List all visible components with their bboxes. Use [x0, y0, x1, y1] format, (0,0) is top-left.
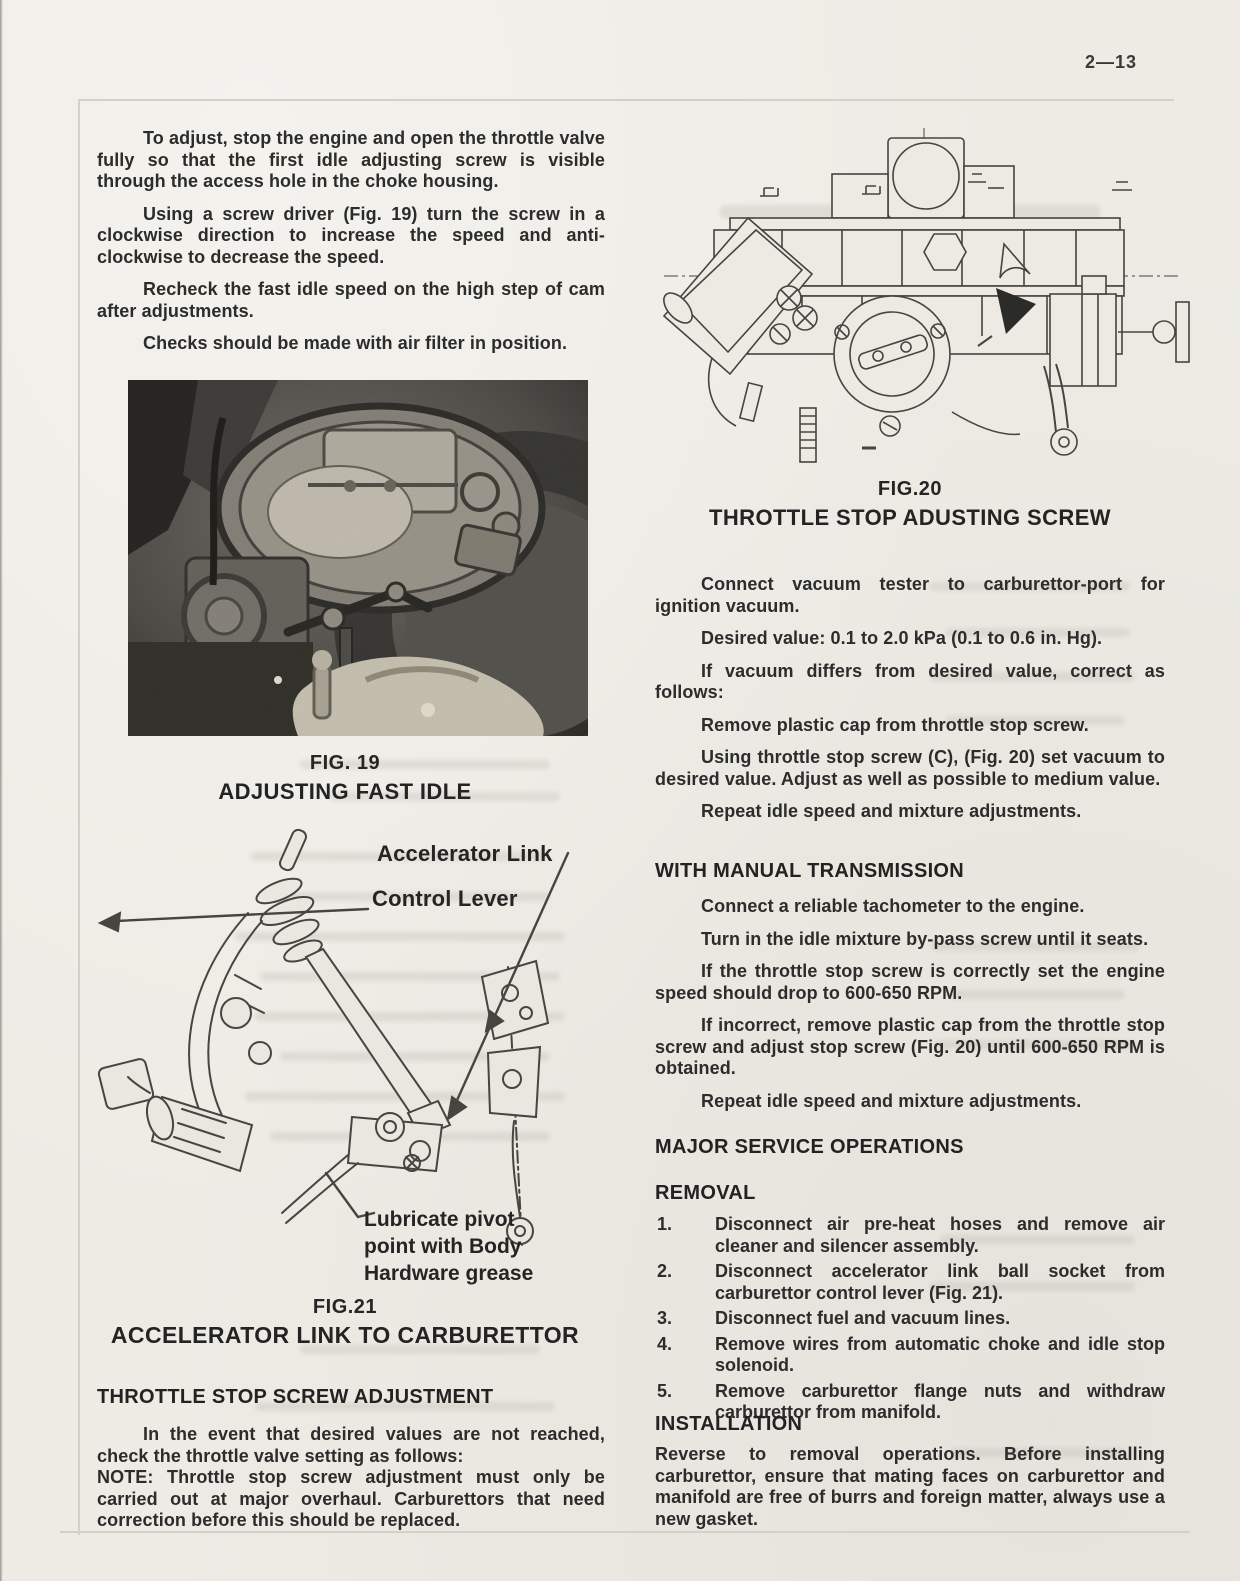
fig21-caption: ACCELERATOR LINK TO CARBURETTOR	[110, 1322, 580, 1348]
page-number: 2—13	[1085, 52, 1138, 72]
with-manual-transmission-heading: WITH MANUAL TRANSMISSION	[655, 860, 965, 882]
fig21-label-text: FIG.21	[312, 1296, 378, 1318]
paragraph: In the event that desired values are not reached, check the throttle valve setting as follows:	[97, 1424, 605, 1466]
fig21-label-control-lever: Control Lever	[372, 886, 518, 911]
fig21-label-accelerator-link: Accelerator Link	[377, 841, 553, 866]
paragraph: If the throttle stop screw is correctly set the engine speed should drop to 600-650 RPM.	[655, 961, 1165, 1003]
major-service-operations-heading: MAJOR SERVICE OPERATIONS	[655, 1136, 964, 1158]
manual-transmission-section	[655, 860, 1165, 1123]
fig19-photo-art	[128, 380, 588, 736]
page-frame-left	[78, 99, 80, 1535]
lubricate-line: Lubricate pivot	[364, 1208, 515, 1231]
removal-step: Remove carburettor flange nuts and withdraw carburettor from manifold.	[715, 1380, 1165, 1422]
intro-section	[97, 128, 605, 366]
removal-heading: REMOVAL	[655, 1182, 756, 1204]
paragraph: Connect vacuum tester to carburettor-port for ignition vacuum.	[655, 574, 1165, 616]
page-frame-top	[78, 99, 1174, 101]
removal-step: Disconnect accelerator link ball socket from carburettor control lever (Fig. 21).	[715, 1261, 1165, 1303]
fig20-drawing-art	[652, 126, 1192, 474]
fig20-label: FIG.20	[877, 478, 943, 500]
paragraph: Repeat idle speed and mixture adjustments.	[701, 801, 1082, 821]
paragraph: Turn in the idle mixture by-pass screw until it seats.	[701, 928, 1149, 949]
lubricate-line: point with Body	[364, 1235, 522, 1258]
paragraph: Recheck the fast idle speed on the high step of cam after adjustments.	[97, 279, 605, 321]
lubricate-line: Hardware grease	[364, 1262, 534, 1285]
installation-heading: INSTALLATION	[655, 1413, 803, 1435]
installation-section	[655, 1444, 1165, 1541]
removal-step: Disconnect fuel and vacuum lines.	[715, 1308, 1011, 1328]
fig19-photo	[128, 380, 588, 736]
paragraph: Remove plastic cap from throttle stop screw.	[701, 714, 1089, 735]
throttle-stop-screw-adjustment-heading: THROTTLE STOP SCREW ADJUSTMENT	[97, 1386, 494, 1408]
paragraph: Desired value: 0.1 to 2.0 kPa (0.1 to 0.6 in. Hg).	[701, 628, 1103, 648]
paragraph: Repeat idle speed and mixture adjustments.	[701, 1090, 1082, 1111]
paragraph: Using a screw driver (Fig. 19) turn the screw in a clockwise direction to increase the speed and anti-clockwise to decrease the speed.	[97, 203, 605, 267]
removal-step: Disconnect air pre-heat hoses and remove air cleaner and silencer assembly.	[715, 1214, 1165, 1256]
paragraph: Reverse to removal operations. Before installing carburettor, ensure that mating faces on carburettor and manifold are free of burrs and foreign matter, always use a new gasket.	[655, 1444, 1165, 1529]
paragraph: If vacuum differs from desired value, correct as follows:	[655, 660, 1165, 702]
fig19-caption: ADJUSTING FAST IDLE	[218, 779, 472, 804]
paragraph: Connect a reliable tachometer to the engine.	[701, 896, 1085, 916]
removal-step: Remove wires from automatic choke and idle stop solenoid.	[715, 1333, 1165, 1375]
vacuum-section	[655, 574, 1165, 834]
fig20-caption: THROTTLE STOP ADUSTING SCREW	[709, 505, 1111, 530]
fig21-label-lubricate	[364, 1206, 533, 1287]
note-paragraph: NOTE: Throttle stop screw adjustment must only be carried out at major overhaul. Carburettors that need correction before this should be replaced.	[97, 1467, 605, 1530]
paragraph: Checks should be made with air filter in position.	[143, 333, 568, 353]
paragraph: To adjust, stop the engine and open the throttle valve fully so that the first idle adjusting screw is visible through the access hole in the choke housing.	[97, 128, 605, 191]
fig19-label: FIG. 19	[309, 752, 381, 774]
fig20-drawing	[652, 126, 1192, 474]
scan-edge	[0, 0, 3, 1581]
throttle-stop-screw-adjustment-text	[97, 1424, 605, 1543]
paragraph: Using throttle stop screw (C), (Fig. 20) set vacuum to desired value. Adjust as well as possible to medium value.	[655, 747, 1165, 789]
removal-steps	[655, 1214, 1165, 1428]
paragraph: If incorrect, remove plastic cap from the throttle stop screw and adjust stop screw (Fig. 20) until 600-650 RPM is obtained.	[655, 1015, 1165, 1078]
